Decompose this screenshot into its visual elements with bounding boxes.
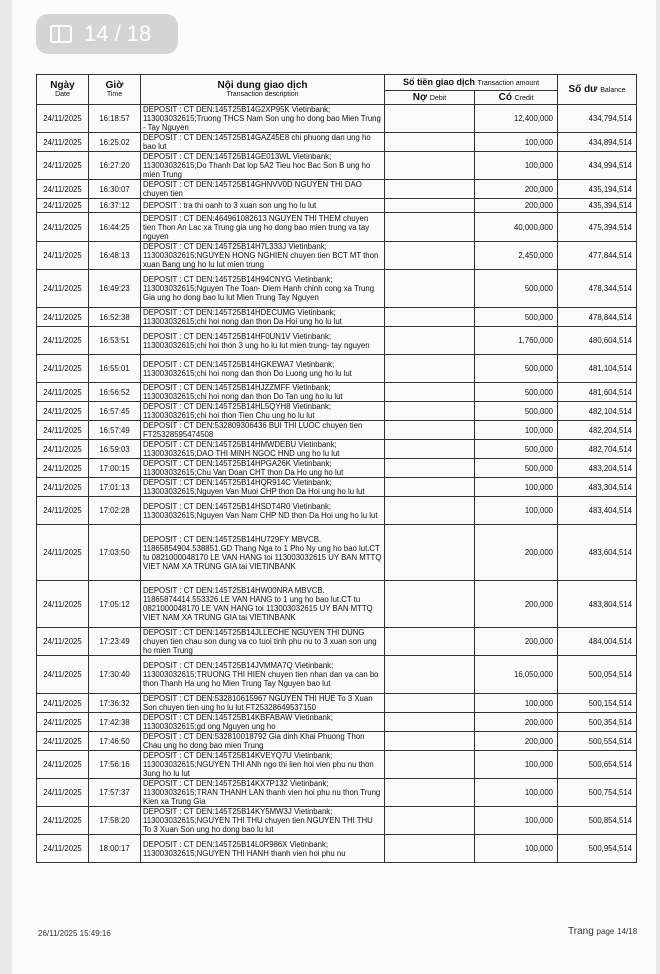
row-debit [385,133,475,152]
row-balance: 481,104,514 [558,355,637,383]
row-balance: 500,054,514 [558,656,637,694]
row-date: 24/11/2025 [37,270,89,308]
row-date: 24/11/2025 [37,242,89,270]
row-time: 17:46:50 [89,732,141,751]
row-date: 24/11/2025 [37,308,89,327]
row-balance: 500,754,514 [558,779,637,807]
row-date: 24/11/2025 [37,497,89,525]
row-description: DEPOSIT : CT DEN:145T25B14H7L333J Vietinbank; 113003032615;NGUYEN HONG NGHIEN chuyen tien BCT MT thon xuan Bang ung ho lu lut mien trung [141,242,385,270]
page-footer-label-en: page [596,927,615,936]
row-description: DEPOSIT : tra thi oanh to 3 xuan son ung ho lu lut [141,199,385,213]
transaction-row [37,402,637,421]
row-debit [385,694,475,713]
page-footer [568,926,637,937]
row-date: 24/11/2025 [37,807,89,835]
transaction-row [37,270,637,308]
row-description: DEPOSIT : CT DEN:145T25B14HU729FY MBVCB. 11865854904.538851.GD Thang Nga to 1 Pho Ny ung ho bao lut.CT tu 0821000048170 LE VAN HANG toi 113003032615 UY BAN MTTQ VIET NAM XA TRUNG GIA tai VIETINBANK [141,525,385,581]
row-credit: 100,000 [475,133,558,152]
row-debit [385,807,475,835]
row-debit [385,355,475,383]
row-description: DEPOSIT : CT DEN:145T25B14HDECUMG Vietinbank; 113003032615;chi hoi nong dan thon Da Hoi ung ho lu lut [141,308,385,327]
row-description: DEPOSIT : CT DEN:532810018792 Gia dinh Khai Phuong Thon Chau ung ho dong bao mien Trung [141,732,385,751]
row-date: 24/11/2025 [37,628,89,656]
transaction-row [37,308,637,327]
row-time: 17:56:16 [89,751,141,779]
row-credit: 100,000 [475,497,558,525]
row-date: 24/11/2025 [37,751,89,779]
row-time: 17:42:38 [89,713,141,732]
row-debit [385,581,475,628]
row-balance: 478,844,514 [558,308,637,327]
row-balance: 482,104,514 [558,402,637,421]
row-debit [385,270,475,308]
row-credit: 200,000 [475,713,558,732]
row-time: 16:57:45 [89,402,141,421]
row-balance: 483,204,514 [558,459,637,478]
row-balance: 434,994,514 [558,152,637,180]
transaction-row [37,656,637,694]
transaction-row [37,383,637,402]
row-credit: 200,000 [475,525,558,581]
row-balance: 475,394,514 [558,213,637,242]
row-time: 16:57:49 [89,421,141,440]
row-balance: 481,604,514 [558,383,637,402]
row-date: 24/11/2025 [37,581,89,628]
transaction-row [37,694,637,713]
row-date: 24/11/2025 [37,421,89,440]
row-time: 17:03:50 [89,525,141,581]
row-balance: 482,704,514 [558,440,637,459]
printed-timestamp: 26/11/2025 15:49:16 [38,929,111,938]
row-debit [385,105,475,133]
row-debit [385,732,475,751]
row-balance: 435,194,514 [558,180,637,199]
row-credit: 100,000 [475,152,558,180]
row-description: DEPOSIT : CT DEN:145T25B14JLLECHE NGUYEN THI DUNG chuyen tien chau son dung va co tuoi tinh phu nu to 3 xuan son ung ho mien Trung [141,628,385,656]
row-date: 24/11/2025 [37,779,89,807]
row-description: DEPOSIT : CT DEN:145T25B14HGKEWA7 Vietinbank; 113003032615;chi hoi nong dan thon Do Luong ung ho lu lut [141,355,385,383]
row-date: 24/11/2025 [37,327,89,355]
credit-header: Có Credit [475,91,558,105]
row-time: 17:23:49 [89,628,141,656]
transaction-row [37,180,637,199]
transaction-row [37,779,637,807]
row-description: DEPOSIT : CT DEN:145T25B14KVEYQ7U Vietinbank; 113003032615;NGUYEN THI ANh ngo thi lien hoi vien phu nu thon 3ung ho lu lut [141,751,385,779]
row-time: 16:49:23 [89,270,141,308]
row-description: DEPOSIT : CT DEN:145T25B14HJZZMFF Vietinbank; 113003032615;chi hoi nong dan thon Do Tan ung ho lu lut [141,383,385,402]
row-date: 24/11/2025 [37,694,89,713]
row-debit [385,459,475,478]
row-description: DEPOSIT : CT DEN:145T25B14GE013WL Vietinbank; 113003032615;Do Thanh Dat lop 5A2 Tieu hoc Bac Son B ung ho mien Trung [141,152,385,180]
row-description: DEPOSIT : CT DEN:145T25B14G2XP95K Vietinbank; 113003032615;Truong THCS Nam Son ung ho dong bao Mien Trung - Tay Nguyen [141,105,385,133]
row-description: DEPOSIT : CT DEN:145T25B14HF0UN1V Vietinbank; 113003032615;chi hoi thon 3 ung ho lu lut mien trung- tay nguyen [141,327,385,355]
row-credit: 2,450,000 [475,242,558,270]
row-debit [385,525,475,581]
row-description: DEPOSIT : CT DEN:145T25B14KBFABAW Vietinbank; 113003032615;gd ong Nguyen ung ho [141,713,385,732]
row-description: DEPOSIT : CT DEN:145T25B14HW00NRA MBVCB. 11865874414.553326.LE VAN HANG to 1 ung ho bao lut.CT tu 0821000048170 LE VAN HANG toi 113003032615 UY BAN MTTQ VIET NAM XA TRUNG GIA tai VIETINBANK [141,581,385,628]
transaction-row [37,713,637,732]
debit-header: Nợ Debit [385,91,475,105]
row-date: 24/11/2025 [37,355,89,383]
row-time: 18:00:17 [89,835,141,863]
row-time: 17:58:20 [89,807,141,835]
row-time: 16:25:02 [89,133,141,152]
row-description: DEPOSIT : CT DEN:145T25B14JVMMA7Q Vietinbank; 113003032615;TRUONG THI HIEN chuyen tien nhan dan va can bo thon Thanh Ha ung ho Mien Trung Tay Nguyen bao lut [141,656,385,694]
transaction-row [37,242,637,270]
row-time: 16:56:52 [89,383,141,402]
page-footer-number: 14/18 [617,927,638,936]
row-debit [385,628,475,656]
transaction-row [37,628,637,656]
row-time: 16:52:38 [89,308,141,327]
row-debit [385,751,475,779]
transaction-row [37,199,637,213]
row-date: 24/11/2025 [37,152,89,180]
row-balance: 483,604,514 [558,525,637,581]
row-credit: 200,000 [475,180,558,199]
transaction-row [37,355,637,383]
row-date: 24/11/2025 [37,525,89,581]
row-date: 24/11/2025 [37,713,89,732]
row-credit: 100,000 [475,779,558,807]
row-credit: 16,050,000 [475,656,558,694]
row-time: 16:55:01 [89,355,141,383]
row-time: 17:05:12 [89,581,141,628]
row-debit [385,327,475,355]
row-time: 17:01:13 [89,478,141,497]
row-balance: 480,604,514 [558,327,637,355]
row-credit: 40,000,000 [475,213,558,242]
row-description: DEPOSIT : CT DEN:145T25B14H94CNYG Vietinbank; 113003032615;Nguyen The Toan- Diem Hanh chinh cong xa Trung Gia ung ho dong bao lu lut Mien Trung Tay Nguyen [141,270,385,308]
balance-header: Số dư Balance [558,75,637,105]
transaction-row [37,497,637,525]
row-description: DEPOSIT : CT DEN:464961082613 NGUYEN THI THEM chuyen tien Thon An Lac xa Trung gia ung ho dong bao mien trung va tay nguyen [141,213,385,242]
row-debit [385,152,475,180]
row-balance: 484,004,514 [558,628,637,656]
page-indicator-label: 14 / 18 [84,21,152,46]
description-header: Nội dung giao dịch Transaction description [141,75,385,105]
row-credit: 100,000 [475,835,558,863]
row-date: 24/11/2025 [37,656,89,694]
transaction-row [37,327,637,355]
row-credit: 500,000 [475,402,558,421]
row-credit: 500,000 [475,270,558,308]
row-date: 24/11/2025 [37,835,89,863]
row-date: 24/11/2025 [37,199,89,213]
row-credit: 100,000 [475,478,558,497]
row-credit: 500,000 [475,440,558,459]
row-balance: 500,654,514 [558,751,637,779]
row-description: DEPOSIT : CT DEN:145T25B14KX7P132 Vietinbank; 113003032615;TRAN THANH LAN thanh vien hoi phu nu thon Trung Kien xa Trung Gia [141,779,385,807]
row-time: 17:30:40 [89,656,141,694]
row-time: 17:57:37 [89,779,141,807]
row-credit: 100,000 [475,421,558,440]
row-description: DEPOSIT : CT DEN:145T25B14HSDT4R0 Vietinbank; 113003032615;Nguyen Van Nam CHP ND thon Da Hoi ung ho lu lut [141,497,385,525]
row-debit [385,180,475,199]
row-debit [385,199,475,213]
row-debit [385,779,475,807]
row-time: 16:59:03 [89,440,141,459]
row-balance: 500,554,514 [558,732,637,751]
row-description: DEPOSIT : CT DEN:145T25B14HQR914C Vietinbank; 113003032615;Nguyen Van Muoi CHP thon Da Hoi ung ho lu lut [141,478,385,497]
transaction-row [37,525,637,581]
row-time: 16:44:25 [89,213,141,242]
row-date: 24/11/2025 [37,105,89,133]
transaction-row [37,440,637,459]
row-credit: 100,000 [475,751,558,779]
row-balance: 435,394,514 [558,199,637,213]
row-time: 17:00:15 [89,459,141,478]
row-debit [385,497,475,525]
row-debit [385,656,475,694]
row-date: 24/11/2025 [37,180,89,199]
transaction-row [37,213,637,242]
row-description: DEPOSIT : CT DEN:532810615967 NGUYEN THI HUE To 3 Xuan Son chuyen tien ung ho lu lut FT25328649537150 [141,694,385,713]
row-description: DEPOSIT : CT DEN:145T25B14HL5QYH8 Vietinbank; 113003032615;chi hoi thon Tien Chu ung ho lu lut [141,402,385,421]
transaction-table [36,74,637,863]
row-balance: 483,804,514 [558,581,637,628]
row-debit [385,383,475,402]
amount-header: Số tiền giao dịch Transaction amount [385,75,558,91]
row-credit: 12,400,000 [475,105,558,133]
pages-icon [50,25,72,43]
row-balance: 477,844,514 [558,242,637,270]
row-date: 24/11/2025 [37,440,89,459]
transaction-row [37,152,637,180]
row-credit: 100,000 [475,694,558,713]
row-credit: 200,000 [475,628,558,656]
row-credit: 500,000 [475,459,558,478]
row-description: DEPOSIT : CT DEN:145T25B14KY5MW3J Vietinbank; 113003032615;NGUYEN THI THU chuyen tien NGUYEN THI THU To 3 Xuan Son ung ho dong bao lu lut [141,807,385,835]
row-description: DEPOSIT : CT DEN:145T25B14HMWDEBU Vietinbank; 113003032615;DAO THI MINH NGOC HND ung ho lu lut [141,440,385,459]
row-time: 16:30:07 [89,180,141,199]
row-date: 24/11/2025 [37,133,89,152]
transaction-row [37,421,637,440]
row-time: 17:02:28 [89,497,141,525]
row-time: 17:36:32 [89,694,141,713]
row-date: 24/11/2025 [37,732,89,751]
row-credit: 100,000 [475,807,558,835]
row-description: DEPOSIT : CT DEN:145T25B14L0R986X Vietinbank; 113003032615;NGUYEN THI HANH thanh vien hoi phu nu [141,835,385,863]
transaction-row [37,105,637,133]
row-debit [385,421,475,440]
transaction-row [37,478,637,497]
row-date: 24/11/2025 [37,383,89,402]
row-description: DEPOSIT : CT DEN:145T25B14GHNVV0D NGUYEN THI DAO chuyen tien [141,180,385,199]
row-date: 24/11/2025 [37,478,89,497]
row-balance: 500,854,514 [558,807,637,835]
row-balance: 482,204,514 [558,421,637,440]
row-time: 16:48:13 [89,242,141,270]
transaction-row [37,807,637,835]
date-header: Ngày Date [37,75,89,105]
row-time: 16:27:20 [89,152,141,180]
row-debit [385,402,475,421]
row-balance: 483,404,514 [558,497,637,525]
row-balance: 434,894,514 [558,133,637,152]
row-debit [385,440,475,459]
row-balance: 500,354,514 [558,713,637,732]
row-credit: 1,760,000 [475,327,558,355]
row-credit: 500,000 [475,308,558,327]
row-credit: 200,000 [475,199,558,213]
row-credit: 500,000 [475,355,558,383]
transaction-row [37,133,637,152]
row-debit [385,242,475,270]
time-header: Giờ Time [89,75,141,105]
row-date: 24/11/2025 [37,402,89,421]
row-credit: 200,000 [475,732,558,751]
row-debit [385,213,475,242]
row-description: DEPOSIT : CT DEN:532809306436 BUI THI LUOC chuyen tien FT25328595474508 [141,421,385,440]
row-time: 16:37:12 [89,199,141,213]
row-balance: 478,344,514 [558,270,637,308]
page-footer-label: Trang [568,926,594,937]
transaction-row [37,751,637,779]
row-balance: 500,954,514 [558,835,637,863]
row-credit: 500,000 [475,383,558,402]
row-balance: 434,794,514 [558,105,637,133]
row-date: 24/11/2025 [37,213,89,242]
row-date: 24/11/2025 [37,459,89,478]
page-indicator[interactable] [36,14,178,54]
row-balance: 500,154,514 [558,694,637,713]
row-description: DEPOSIT : CT DEN:145T25B14HPGA26K Vietinbank; 113003032615;Chu Van Doan CHT thon Da Ho ung ho lut [141,459,385,478]
row-description: DEPOSIT : CT DEN:145T25B14GAZ45E8 chi phuong dan ung ho bao lut [141,133,385,152]
row-balance: 483,304,514 [558,478,637,497]
transaction-row [37,459,637,478]
row-debit [385,713,475,732]
row-debit [385,835,475,863]
row-debit [385,478,475,497]
row-debit [385,308,475,327]
row-time: 16:53:51 [89,327,141,355]
row-credit: 200,000 [475,581,558,628]
row-time: 16:18:57 [89,105,141,133]
transaction-row [37,581,637,628]
transaction-row [37,732,637,751]
transaction-row [37,835,637,863]
